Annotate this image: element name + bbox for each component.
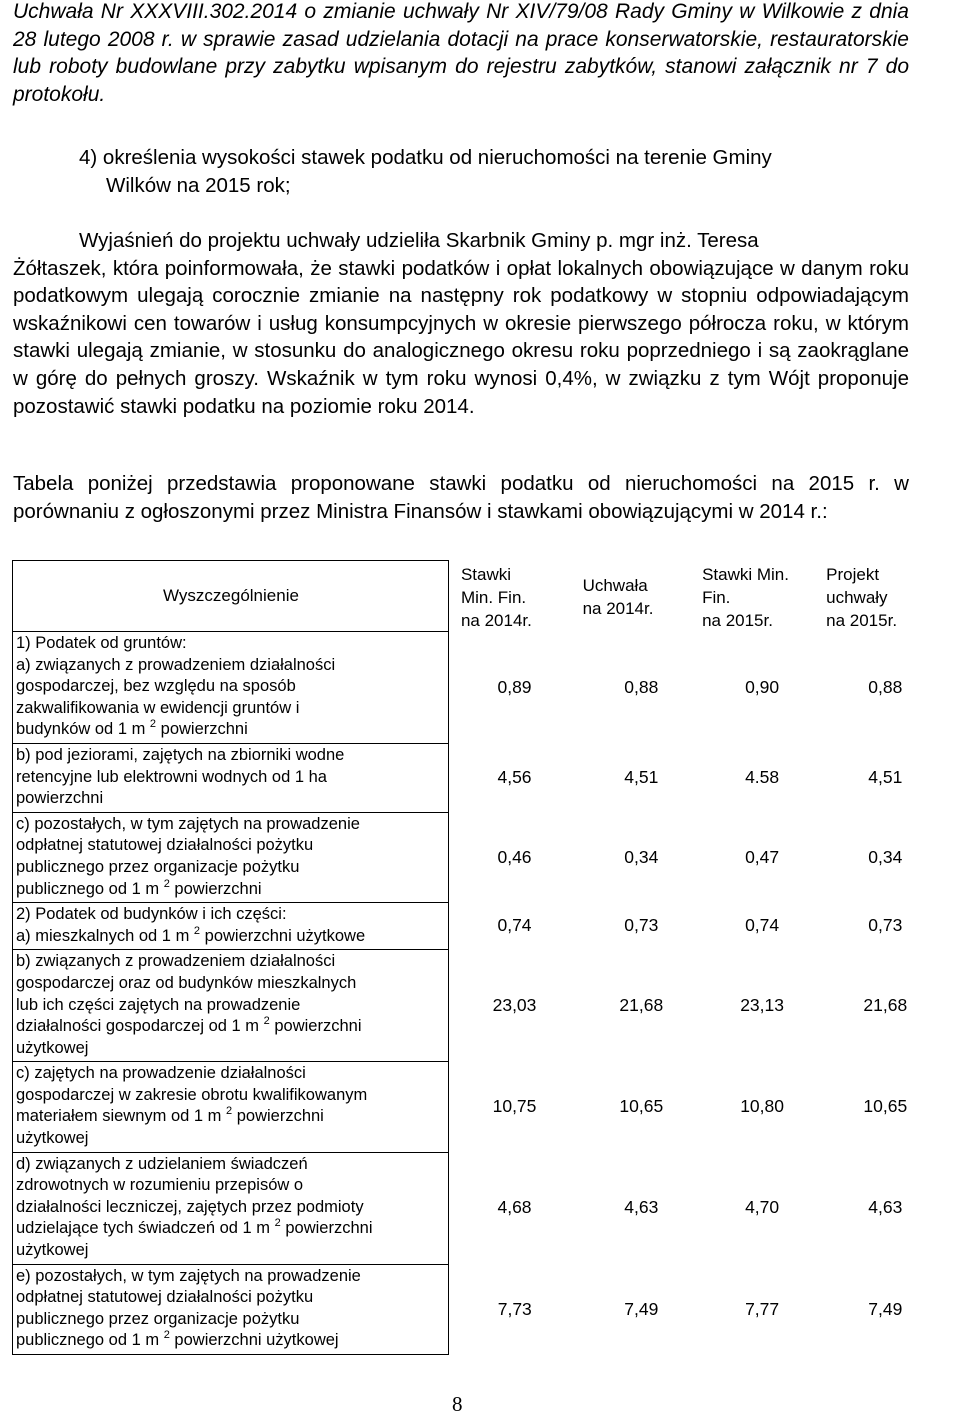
row-line: c) pozostałych, w tym zajętych na prowadzenie: [16, 814, 360, 833]
row-line: gospodarczej w zakresie obrotu kwalifikowanym: [16, 1085, 368, 1104]
row-line: zakwalifikowania w ewidencji gruntów i: [16, 698, 300, 717]
table-header-row: [13, 561, 949, 632]
header-line: na 2015r.: [702, 610, 773, 630]
superscript: 2: [263, 1015, 270, 1028]
row-line: a) mieszkalnych od 1 m: [16, 926, 190, 945]
value-draft-2015: 0,88: [868, 676, 903, 697]
agenda-point-4-line1: 4) określenia wysokości stawek podatku od nieruchomości na terenie Gminy: [79, 146, 772, 169]
row-line: działalności gospodarczej od 1 m: [16, 1017, 260, 1036]
row-line: powierzchni: [16, 789, 104, 808]
row-line: publicznego przez organizacje pożytku: [16, 1309, 300, 1328]
value-resolution-2014: 4,63: [624, 1197, 659, 1218]
value-min-fin-2014: 0,89: [497, 676, 532, 697]
row-line: powierzchni użytkowej: [174, 1331, 339, 1350]
table-row: [13, 903, 949, 950]
row-line: gospodarczej oraz od budynków mieszkalnych: [16, 973, 357, 992]
row-line: c) zajętych na prowadzenie działalności: [16, 1064, 306, 1083]
header-draft-resolution-2015: [822, 561, 948, 632]
value-resolution-2014: 7,49: [624, 1298, 659, 1319]
row-description: [13, 1062, 449, 1152]
row-line: e) pozostałych, w tym zajętych na prowadzenie: [16, 1266, 361, 1285]
header-line: Stawki: [460, 564, 512, 584]
header-line: uchwały: [826, 587, 888, 607]
value-resolution-2014: 0,73: [624, 915, 659, 936]
row-line: użytkowej: [16, 1038, 89, 1057]
row-line: powierzchni: [274, 1017, 362, 1036]
row-line: użytkowej: [16, 1241, 89, 1260]
value-resolution-2014: 10,65: [619, 1096, 664, 1117]
row-line: b) pod jeziorami, zajętych na zbiorniki wodne: [16, 745, 345, 764]
value-resolution-2014: 21,68: [619, 995, 664, 1015]
row-description: [13, 632, 449, 744]
row-line: odpłatnej statutowej działalności pożytku: [16, 836, 314, 855]
row-line: powierzchni: [160, 720, 248, 739]
row-description: [13, 743, 449, 812]
superscript: 2: [163, 1329, 170, 1342]
value-resolution-2014: 4,51: [624, 767, 659, 788]
value-min-fin-2014: 0,74: [497, 915, 532, 936]
superscript: 2: [193, 924, 201, 937]
value-min-fin-2014: 0,46: [497, 846, 532, 867]
row-line: powierzchni: [285, 1219, 373, 1238]
row-line: odpłatnej statutowej działalności pożytku: [16, 1288, 314, 1307]
header-line: na 2014r.: [460, 610, 532, 630]
value-min-fin-2015: 0,74: [745, 915, 780, 936]
value-draft-2015: 4,51: [868, 767, 903, 788]
table-row: [13, 1264, 949, 1354]
value-draft-2015: 4,63: [868, 1197, 903, 1218]
value-draft-2015: 21,68: [863, 995, 908, 1015]
header-line: Min. Fin.: [460, 587, 527, 607]
value-draft-2015: 7,49: [868, 1298, 903, 1319]
row-line: d) związanych z udzielaniem świadczeń: [16, 1154, 308, 1173]
page-number: 8: [452, 1392, 463, 1416]
header-min-fin-2015: [702, 561, 822, 632]
row-line: publicznego od 1 m: [16, 1331, 160, 1350]
superscript: 2: [149, 718, 157, 731]
row-line: retencyjne lub elektrowni wodnych od 1 ha: [16, 767, 327, 786]
table-row: [13, 1152, 949, 1264]
row-line: użytkowej: [16, 1129, 89, 1148]
value-min-fin-2014: 7,73: [497, 1298, 532, 1319]
row-line: zdrowotnych w rozumieniu przepisów o: [16, 1176, 304, 1195]
header-line: na 2015r.: [826, 610, 898, 630]
table-row: [13, 632, 949, 744]
row-line: materiałem siewnym od 1 m: [16, 1107, 222, 1126]
header-line: Uchwała: [582, 576, 648, 595]
table-row: [13, 950, 949, 1062]
row-line: 1) Podatek od gruntów:: [16, 634, 187, 652]
row-description: [13, 950, 449, 1062]
row-line: a) związanych z prowadzeniem działalności: [16, 655, 336, 674]
row-line: działalności leczniczej, zajętych przez podmioty: [16, 1197, 364, 1216]
table-row: [13, 812, 949, 902]
value-min-fin-2015: 10,80: [740, 1096, 784, 1117]
superscript: 2: [274, 1217, 281, 1230]
value-min-fin-2015: 23,13: [740, 995, 784, 1015]
value-min-fin-2015: 7,77: [745, 1298, 780, 1319]
superscript: 2: [163, 877, 170, 890]
row-description: [13, 812, 449, 902]
protocol-attachment-note: Uchwała Nr XXXVIII.302.2014 o zmianie uchwały Nr XIV/79/08 Rady Gminy w Wilkowie z dnia 28 lutego 2008 r. w sprawie zasad udzielania dotacji na prace konserwatorskie, restauratorskie lub roboty budowlane przy zabytku wpisanym do rejestru zabytków, stanowi załącznik nr 7 do protokołu.: [13, 0, 909, 106]
value-draft-2015: 0,34: [868, 846, 903, 867]
treasurer-explanation: [13, 227, 909, 420]
row-description: [13, 903, 449, 950]
row-line: budynków od 1 m: [16, 720, 146, 739]
treasurer-explanation-first-line: Wyjaśnień do projektu uchwały udzieliła Skarbnik Gminy p. mgr inż. Teresa: [79, 229, 759, 252]
agenda-point-4-line2: Wilków na 2015 rok;: [106, 173, 291, 197]
value-min-fin-2014: 4,68: [497, 1197, 532, 1218]
superscript: 2: [226, 1105, 233, 1118]
value-min-fin-2015: 0,90: [745, 676, 780, 697]
agenda-point-4: [79, 144, 909, 199]
treasurer-explanation-body: Żółtaszek, która poinformowała, że stawki podatków i opłat lokalnych obowiązujące w danym roku podatkowym ulegają corocznie zmianie na następny rok podatkowy w stopniu odpowiadającym wskaźnikowi cen towarów i usług konsumpcyjnych w okresie pierwszego półrocza roku, w którym stawki ulegają zmianie, w stosunku do analogicznego okresu roku poprzedniego i są zaokrąglane w górę do pełnych groszy. Wskaźnik w tym roku wynosi 0,4%, w związku z tym Wójt proponuje pozostawić stawki podatku na poziomie roku 2014.: [13, 256, 909, 418]
value-resolution-2014: 0,34: [624, 846, 659, 867]
table-row: [13, 1062, 949, 1152]
value-min-fin-2014: 23,03: [492, 995, 537, 1015]
row-description: [13, 1152, 449, 1264]
value-draft-2015: 0,73: [868, 915, 903, 936]
row-line: powierzchni: [236, 1107, 324, 1126]
value-min-fin-2014: 4,56: [497, 767, 532, 788]
header-resolution-2014: [581, 561, 703, 632]
value-min-fin-2015: 0,47: [745, 846, 780, 867]
row-line: gospodarczej, bez względu na sposób: [16, 677, 296, 696]
row-description: [13, 1264, 449, 1354]
row-line: b) związanych z prowadzeniem działalności: [16, 952, 336, 971]
value-draft-2015: 10,65: [863, 1096, 908, 1117]
table-row: [13, 743, 949, 812]
header-line: Fin.: [702, 587, 731, 607]
row-line: publicznego przez organizacje pożytku: [16, 857, 300, 876]
value-min-fin-2015: 4.58: [745, 767, 780, 788]
value-min-fin-2015: 4,70: [745, 1197, 780, 1218]
header-min-fin-2014: [448, 561, 580, 632]
row-line: lub ich części zajętych na prowadzenie: [16, 995, 301, 1014]
row-line: udzielające tych świadczeń od 1 m: [16, 1219, 271, 1238]
value-resolution-2014: 0,88: [624, 676, 659, 697]
table-introduction: Tabela poniżej przedstawia proponowane stawki podatku od nieruchomości na 2015 r. w porównaniu z ogłoszonymi przez Ministra Finansów i stawkami obowiązującymi w 2014 r.:: [13, 472, 909, 523]
header-line: na 2014r.: [582, 599, 654, 618]
value-min-fin-2014: 10,75: [492, 1096, 537, 1117]
row-line: powierzchni użytkowe: [204, 926, 366, 945]
tax-rates-table: [12, 560, 949, 1355]
row-line: publicznego od 1 m: [16, 879, 160, 898]
header-line: Projekt: [826, 564, 880, 584]
header-line: Stawki Min.: [702, 564, 789, 584]
header-description: Wyszczególnienie: [13, 561, 449, 632]
row-line: 2) Podatek od budynków i ich części:: [16, 905, 287, 924]
row-line: powierzchni: [174, 879, 262, 898]
